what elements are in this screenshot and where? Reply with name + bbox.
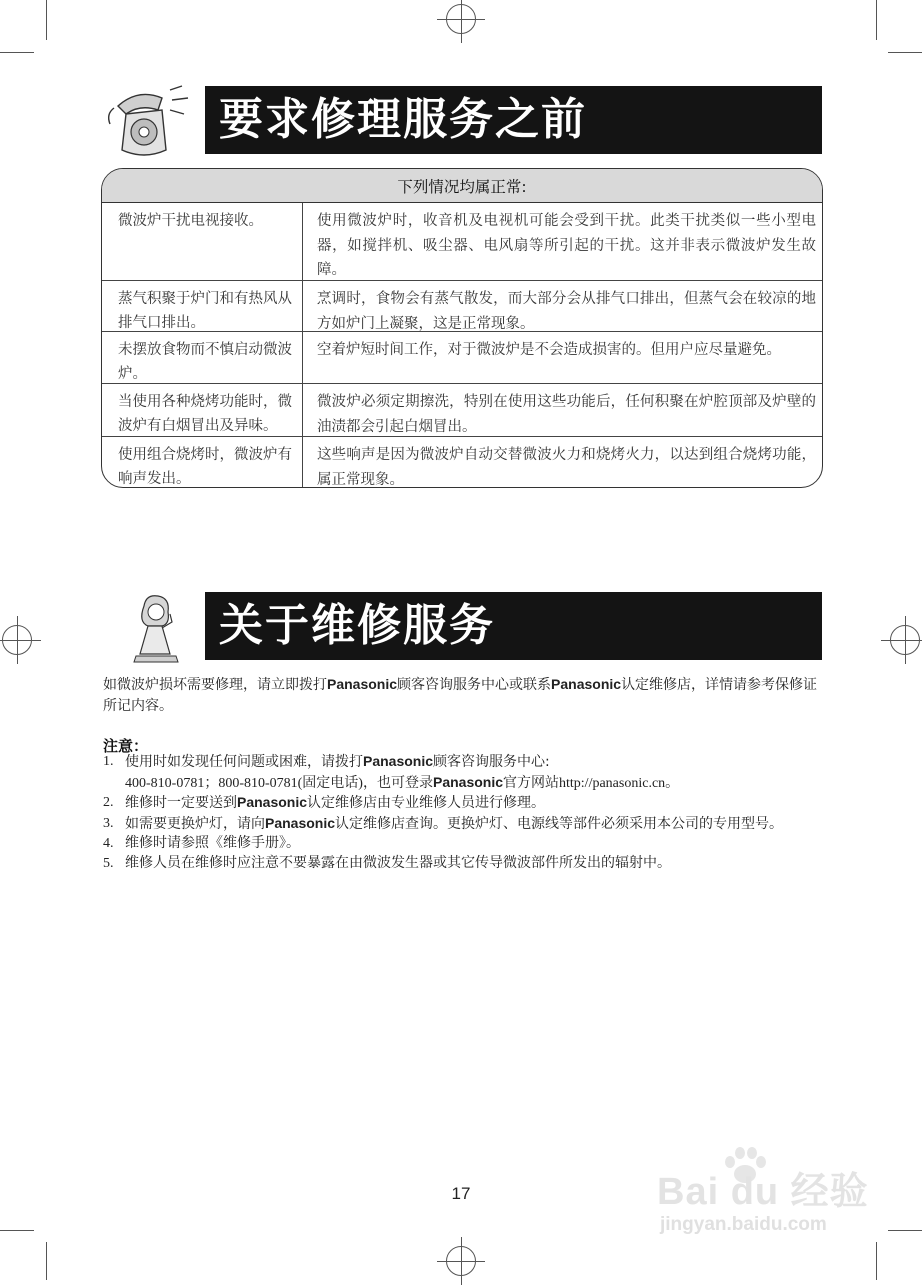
- list-number: 5.: [103, 855, 114, 871]
- note-text-part: 维修时一定要送到: [125, 795, 237, 811]
- notes-list: [103, 752, 823, 873]
- list-number: 3.: [103, 815, 114, 831]
- note-text-part: 使用时如发现任何问题或困难，请拨打: [125, 754, 363, 770]
- crop-mark: [0, 1230, 34, 1231]
- situation-cell: 微波炉干扰电视接收。: [102, 203, 303, 280]
- crop-mark: [0, 52, 34, 53]
- page-number: 17: [451, 1184, 471, 1203]
- brand-name: Panasonic: [363, 753, 434, 769]
- explanation-cell: 这些响声是因为微波炉自动交替微波火力和烧烤火力，以达到组合烧烤功能，属正常现象。: [317, 447, 816, 488]
- crop-mark: [888, 52, 922, 53]
- note-text-part: 官方网站: [503, 774, 560, 791]
- list-item: [103, 752, 823, 793]
- note-title: 注意：: [103, 737, 149, 755]
- list-number: 4.: [103, 836, 114, 851]
- phone-numbers: 400-810-0781；800-810-0781(固定电话)，也可登录: [125, 775, 433, 791]
- list-item: [103, 854, 823, 874]
- telephone-icon: [104, 84, 198, 160]
- note-text-part: 认定维修店由专业维修人员进行修理。: [307, 795, 546, 811]
- explanation-cell: 空着炉短时间工作，对于微波炉是不会造成损害的。但用户应尽量避免。: [317, 342, 781, 358]
- section-title-before-repair: 要求修理服务之前: [205, 86, 822, 154]
- situation-cell: 未摆放食物而不慎启动微波炉。: [102, 332, 303, 383]
- table-header: 下列情况均属正常:: [102, 169, 822, 203]
- crop-mark: [888, 1230, 922, 1231]
- note-text-part: 顾客咨询服务中心:: [433, 754, 550, 770]
- registration-mark-right: [890, 625, 920, 655]
- note-text-part: 认定维修店查询。更换炉灯、电源线等部件必须采用本公司的专用型号。: [335, 815, 784, 832]
- watermark-logo: Bai du 经验: [657, 1171, 869, 1213]
- note-text: [125, 793, 545, 814]
- note-text: [125, 814, 783, 835]
- intro-text: 顾客咨询服务中心或联系: [397, 677, 552, 693]
- registration-mark-left: [2, 625, 32, 655]
- table-row: [102, 203, 822, 281]
- situation-cell: 使用组合烧烤时，微波炉有响声发出。: [102, 437, 303, 488]
- registration-mark-top: [446, 4, 476, 34]
- registration-mark-bottom: [446, 1246, 476, 1276]
- list-item: [103, 814, 823, 835]
- note-text-part: 如需要更换炉灯，请向: [125, 815, 265, 832]
- note-text: 维修时请参照《维修手册》。: [125, 835, 300, 851]
- crop-mark: [876, 0, 877, 40]
- crop-mark: [46, 1242, 47, 1280]
- note-text: 维修人员在维修时应注意不要暴露在由微波发生器或其它传导微波部件所发出的辐射中。: [125, 854, 671, 871]
- list-number: 1.: [103, 754, 114, 769]
- website-link[interactable]: http://panasonic.cn: [559, 775, 666, 791]
- list-number: 2.: [103, 795, 114, 810]
- table-row: [102, 437, 822, 488]
- situation-cell: 蒸气积聚于炉门和有热风从排气口排出。: [102, 281, 303, 331]
- normal-situations-table: [101, 168, 823, 488]
- note-text-part: 。: [665, 774, 680, 791]
- list-item: [103, 793, 823, 814]
- brand-name: Panasonic: [551, 676, 622, 692]
- intro-text: 认定维修店，详情请参考保修证所记内容。: [103, 677, 818, 714]
- list-item: [103, 834, 823, 854]
- woman-on-phone-icon: [126, 592, 182, 664]
- watermark-url: jingyan.baidu.com: [660, 1214, 827, 1235]
- section-title-repair-service: 关于维修服务: [205, 592, 822, 660]
- intro-text: 如微波炉损坏需要修理，请立即拨打: [103, 677, 327, 693]
- situation-cell: 当使用各种烧烤功能时，微波炉有白烟冒出及异味。: [102, 384, 303, 436]
- explanation-cell: 微波炉必须定期擦洗，特别在使用这些功能后，任何积聚在炉腔顶部及炉壁的油渍都会引起白烟冒出。: [317, 394, 816, 435]
- crop-mark: [876, 1242, 877, 1280]
- note-text: [125, 752, 679, 793]
- brand-name: Panasonic: [237, 794, 308, 810]
- table-row: [102, 332, 822, 384]
- brand-name: Panasonic: [265, 814, 336, 831]
- brand-name: Panasonic: [432, 773, 504, 790]
- explanation-cell: 烹调时，食物会有蒸气散发，而大部分会从排气口排出，但蒸气会在较凉的地方如炉门上凝聚，这是正常现象。: [317, 291, 816, 332]
- repair-intro-paragraph: [103, 674, 823, 717]
- brand-name: Panasonic: [327, 676, 398, 692]
- table-row: [102, 384, 822, 437]
- crop-mark: [46, 0, 47, 40]
- explanation-cell: 使用微波炉时，收音机及电视机可能会受到干扰。此类干扰类似一些小型电器，如搅拌机、吸尘器、电风扇等所引起的干扰。这并非表示微波炉发生故障。: [317, 213, 816, 278]
- table-row: [102, 281, 822, 332]
